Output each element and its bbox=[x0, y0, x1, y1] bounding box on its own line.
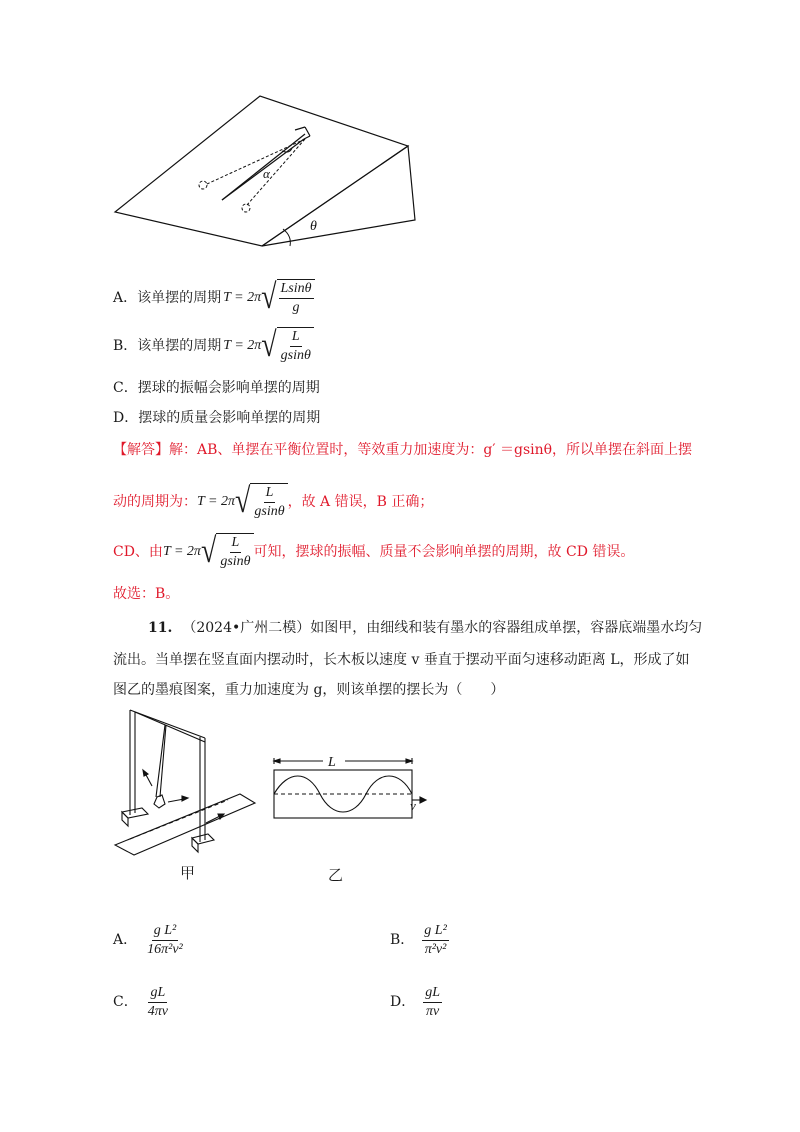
q10-option-a-num: Lsinθ bbox=[279, 280, 314, 299]
q10-solution-formula2-lhs: T = 2π bbox=[162, 544, 201, 559]
q10-solution-formula2-num: L bbox=[230, 534, 242, 553]
q11-option-a-num: g L² bbox=[152, 922, 178, 941]
q10-solution-formula1-den: gsinθ bbox=[254, 504, 285, 519]
pendulum-dashed-right bbox=[247, 139, 305, 205]
q10-option-b-sqrt: √ $\frac{L}{gsin\theta}$ bbox=[261, 327, 314, 365]
pendulum-dashed-left bbox=[207, 139, 305, 184]
q11-option-b-letter: B． bbox=[390, 932, 415, 948]
yi-L-label: L bbox=[328, 755, 336, 770]
q11-stem-line1 bbox=[148, 614, 702, 642]
incline-pendulum-figure bbox=[110, 90, 420, 255]
figure-jia-pendulum-apparatus bbox=[110, 700, 260, 860]
figure-yi-ink-trace bbox=[268, 752, 428, 824]
q10-option-b-num: L bbox=[290, 328, 302, 347]
q11-option-c bbox=[113, 980, 170, 1024]
jia-board bbox=[115, 794, 255, 855]
q11-option-c-num: gL bbox=[148, 984, 167, 1003]
pendulum-ball-left bbox=[199, 181, 207, 189]
q10-option-b-lhs: T = 2π bbox=[223, 338, 262, 353]
q11-option-d-den: πv bbox=[426, 1003, 440, 1019]
figure-yi-caption: 乙 bbox=[328, 866, 344, 884]
q11-option-b bbox=[390, 918, 449, 962]
q11-stem-line3: 图乙的墨痕图案，重力加速度为 g，则该单摆的摆长为（ ） bbox=[113, 682, 505, 698]
q11-option-a-den: 16π²v² bbox=[147, 941, 183, 957]
figure-jia-caption: 甲 bbox=[180, 864, 196, 882]
theta-label: θ bbox=[310, 219, 317, 234]
q11-option-a bbox=[113, 918, 185, 962]
q10-solution-line3-suffix: 可知，摆球的振幅、质量不会影响单摆的周期，故 CD 错误。 bbox=[253, 544, 635, 560]
q10-solution-line2 bbox=[113, 480, 433, 524]
q10-solution-formula2-sqrt: √ $\frac{L}{gsin\theta}$ bbox=[201, 533, 254, 571]
q10-solution-line3 bbox=[113, 530, 634, 574]
q10-option-b bbox=[113, 326, 314, 366]
q11-option-a-letter: A． bbox=[113, 932, 138, 948]
q10-solution-line3-prefix: CD、由 bbox=[113, 544, 163, 560]
q11-option-b-den: π²v² bbox=[424, 941, 447, 957]
q10-solution-line2-suffix: ，故 A 错误，B 正确； bbox=[287, 494, 434, 510]
q10-option-a-lhs: T = 2π bbox=[223, 290, 262, 305]
q10-solution-line2-prefix: 动的周期为： bbox=[113, 494, 197, 510]
q10-solution-formula1-sqrt: √ $\frac{L}{gsin\theta}$ bbox=[235, 483, 288, 521]
q11-option-c-letter: C． bbox=[113, 994, 138, 1010]
q10-solution-formula1-lhs: T = 2π bbox=[197, 494, 235, 509]
alpha-label: α bbox=[263, 166, 270, 181]
yi-board bbox=[274, 770, 412, 818]
q11-option-d-num: gL bbox=[423, 984, 442, 1003]
q10-solution-formula1-num: L bbox=[264, 484, 276, 503]
q11-stem-line2: 流出。当单摆在竖直面内摆动时，长木板以速度 v 垂直于摆动平面匀速移动距离 L，形成了如 bbox=[113, 652, 690, 668]
q11-line1-text: （2024•广州二模）如图甲，由细线和装有墨水的容器组成单摆，容器底端墨水均匀 bbox=[182, 620, 703, 636]
q11-option-c-den: 4πv bbox=[147, 1003, 168, 1019]
yi-wave bbox=[274, 776, 412, 812]
q10-solution-formula2-den: gsinθ bbox=[220, 554, 251, 569]
q10-option-a-sqrt: √ $\frac{Lsin\theta}{g}$ bbox=[261, 279, 314, 317]
q10-solution-line1: 【解答】解：AB、单摆在平衡位置时，等效重力加速度为：g′ ＝gsinθ，所以单摆在斜面上摆 bbox=[113, 442, 693, 458]
q11-option-d-letter: D． bbox=[390, 994, 416, 1010]
yi-v-label: v bbox=[410, 798, 416, 813]
q10-option-a-den: g bbox=[292, 300, 300, 315]
q11-option-d bbox=[390, 980, 442, 1024]
q10-option-c: C．摆球的振幅会影响单摆的周期 bbox=[113, 380, 320, 396]
q11-option-b-num: g L² bbox=[422, 922, 448, 941]
q10-option-a-label: A．该单摆的周期 bbox=[113, 290, 222, 306]
q10-option-b-den: gsinθ bbox=[280, 348, 311, 363]
q11-number: 11. bbox=[148, 620, 173, 636]
q10-option-b-label: B．该单摆的周期 bbox=[113, 338, 222, 354]
q10-option-d: D．摆球的质量会影响单摆的周期 bbox=[113, 410, 321, 426]
q10-solution-line4: 故选：B。 bbox=[113, 586, 180, 602]
q10-option-a bbox=[113, 278, 315, 318]
pendulum-ball-right bbox=[242, 204, 250, 212]
